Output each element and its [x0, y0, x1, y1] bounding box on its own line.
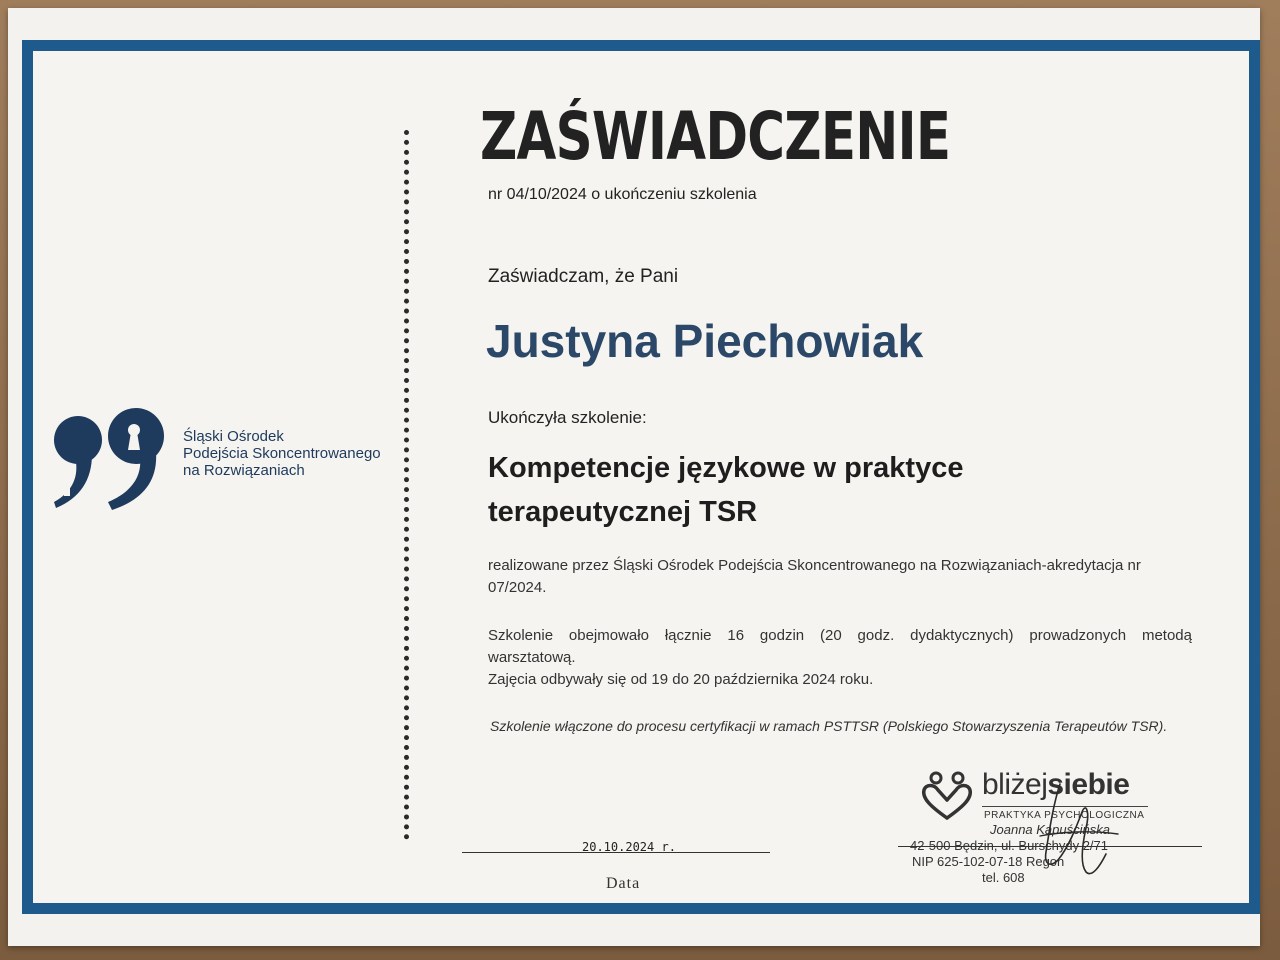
certificate-number: nr 04/10/2024 o ukończeniu szkolenia: [488, 186, 757, 203]
stamp-line: NIP 625-102-07-18 Regon: [912, 854, 1065, 869]
handwritten-signature: [1020, 772, 1130, 884]
issuer-logo-line: na Rozwiązaniach: [183, 462, 305, 479]
stamp-brand-part: bliżej: [982, 768, 1048, 801]
quote-keyhole-icon: [48, 402, 168, 512]
issuer-logo-line: Podejścia Skoncentrowanego: [183, 445, 381, 462]
heart-people-icon: [920, 770, 974, 822]
issuer-logo-line: Śląski Ośrodek: [183, 428, 284, 445]
organizer-text: realizowane przez Śląski Ośrodek Podejścia Skoncentrowanego na Rozwiązaniach-akredytacja nr 07/2024.: [488, 557, 1141, 596]
certification-note: Szkolenie włączone do procesu certyfikacji w ramach PSTTSR (Polskiego Stowarzyszenia Terapeutów TSR).: [490, 718, 1168, 734]
date-line: [462, 852, 770, 853]
recipient-name: Justyna Piechowiak: [486, 315, 924, 367]
stamp-line: Joanna Kapuścińska: [990, 822, 1110, 837]
intro-text: Zaświadczam, że Pani: [488, 266, 679, 287]
stamp-line: 42-500 Będzin, ul. Burschydy 2/71: [910, 838, 1109, 853]
dotted-divider: [404, 130, 409, 840]
date-value: 20.10.2024 r.: [582, 840, 676, 854]
issuer-logo-text: [183, 428, 381, 479]
certificate-title: ZAŚWIADCZENIE: [480, 98, 951, 175]
hours-block: [488, 625, 1192, 691]
dates-text: Zajęcia odbywały się od 19 do 20 października 2024 roku.: [488, 671, 874, 688]
course-title: Kompetencje językowe w praktyce terapeutycznej TSR: [488, 452, 964, 528]
hours-text: Szkolenie obejmowało łącznie 16 godzin (20 godz. dydaktycznych) prowadzonych metodą: [488, 627, 1192, 644]
stamp-line: PRAKTYKA PSYCHOLOGICZNA: [984, 810, 1145, 821]
date-label: Data: [606, 875, 641, 892]
hours-text-cont: warsztatową.: [488, 649, 576, 666]
stamp-brand-part: siebie: [1047, 768, 1130, 801]
completed-label: Ukończyła szkolenie:: [488, 408, 647, 427]
stamp-line: tel. 608: [982, 870, 1025, 885]
